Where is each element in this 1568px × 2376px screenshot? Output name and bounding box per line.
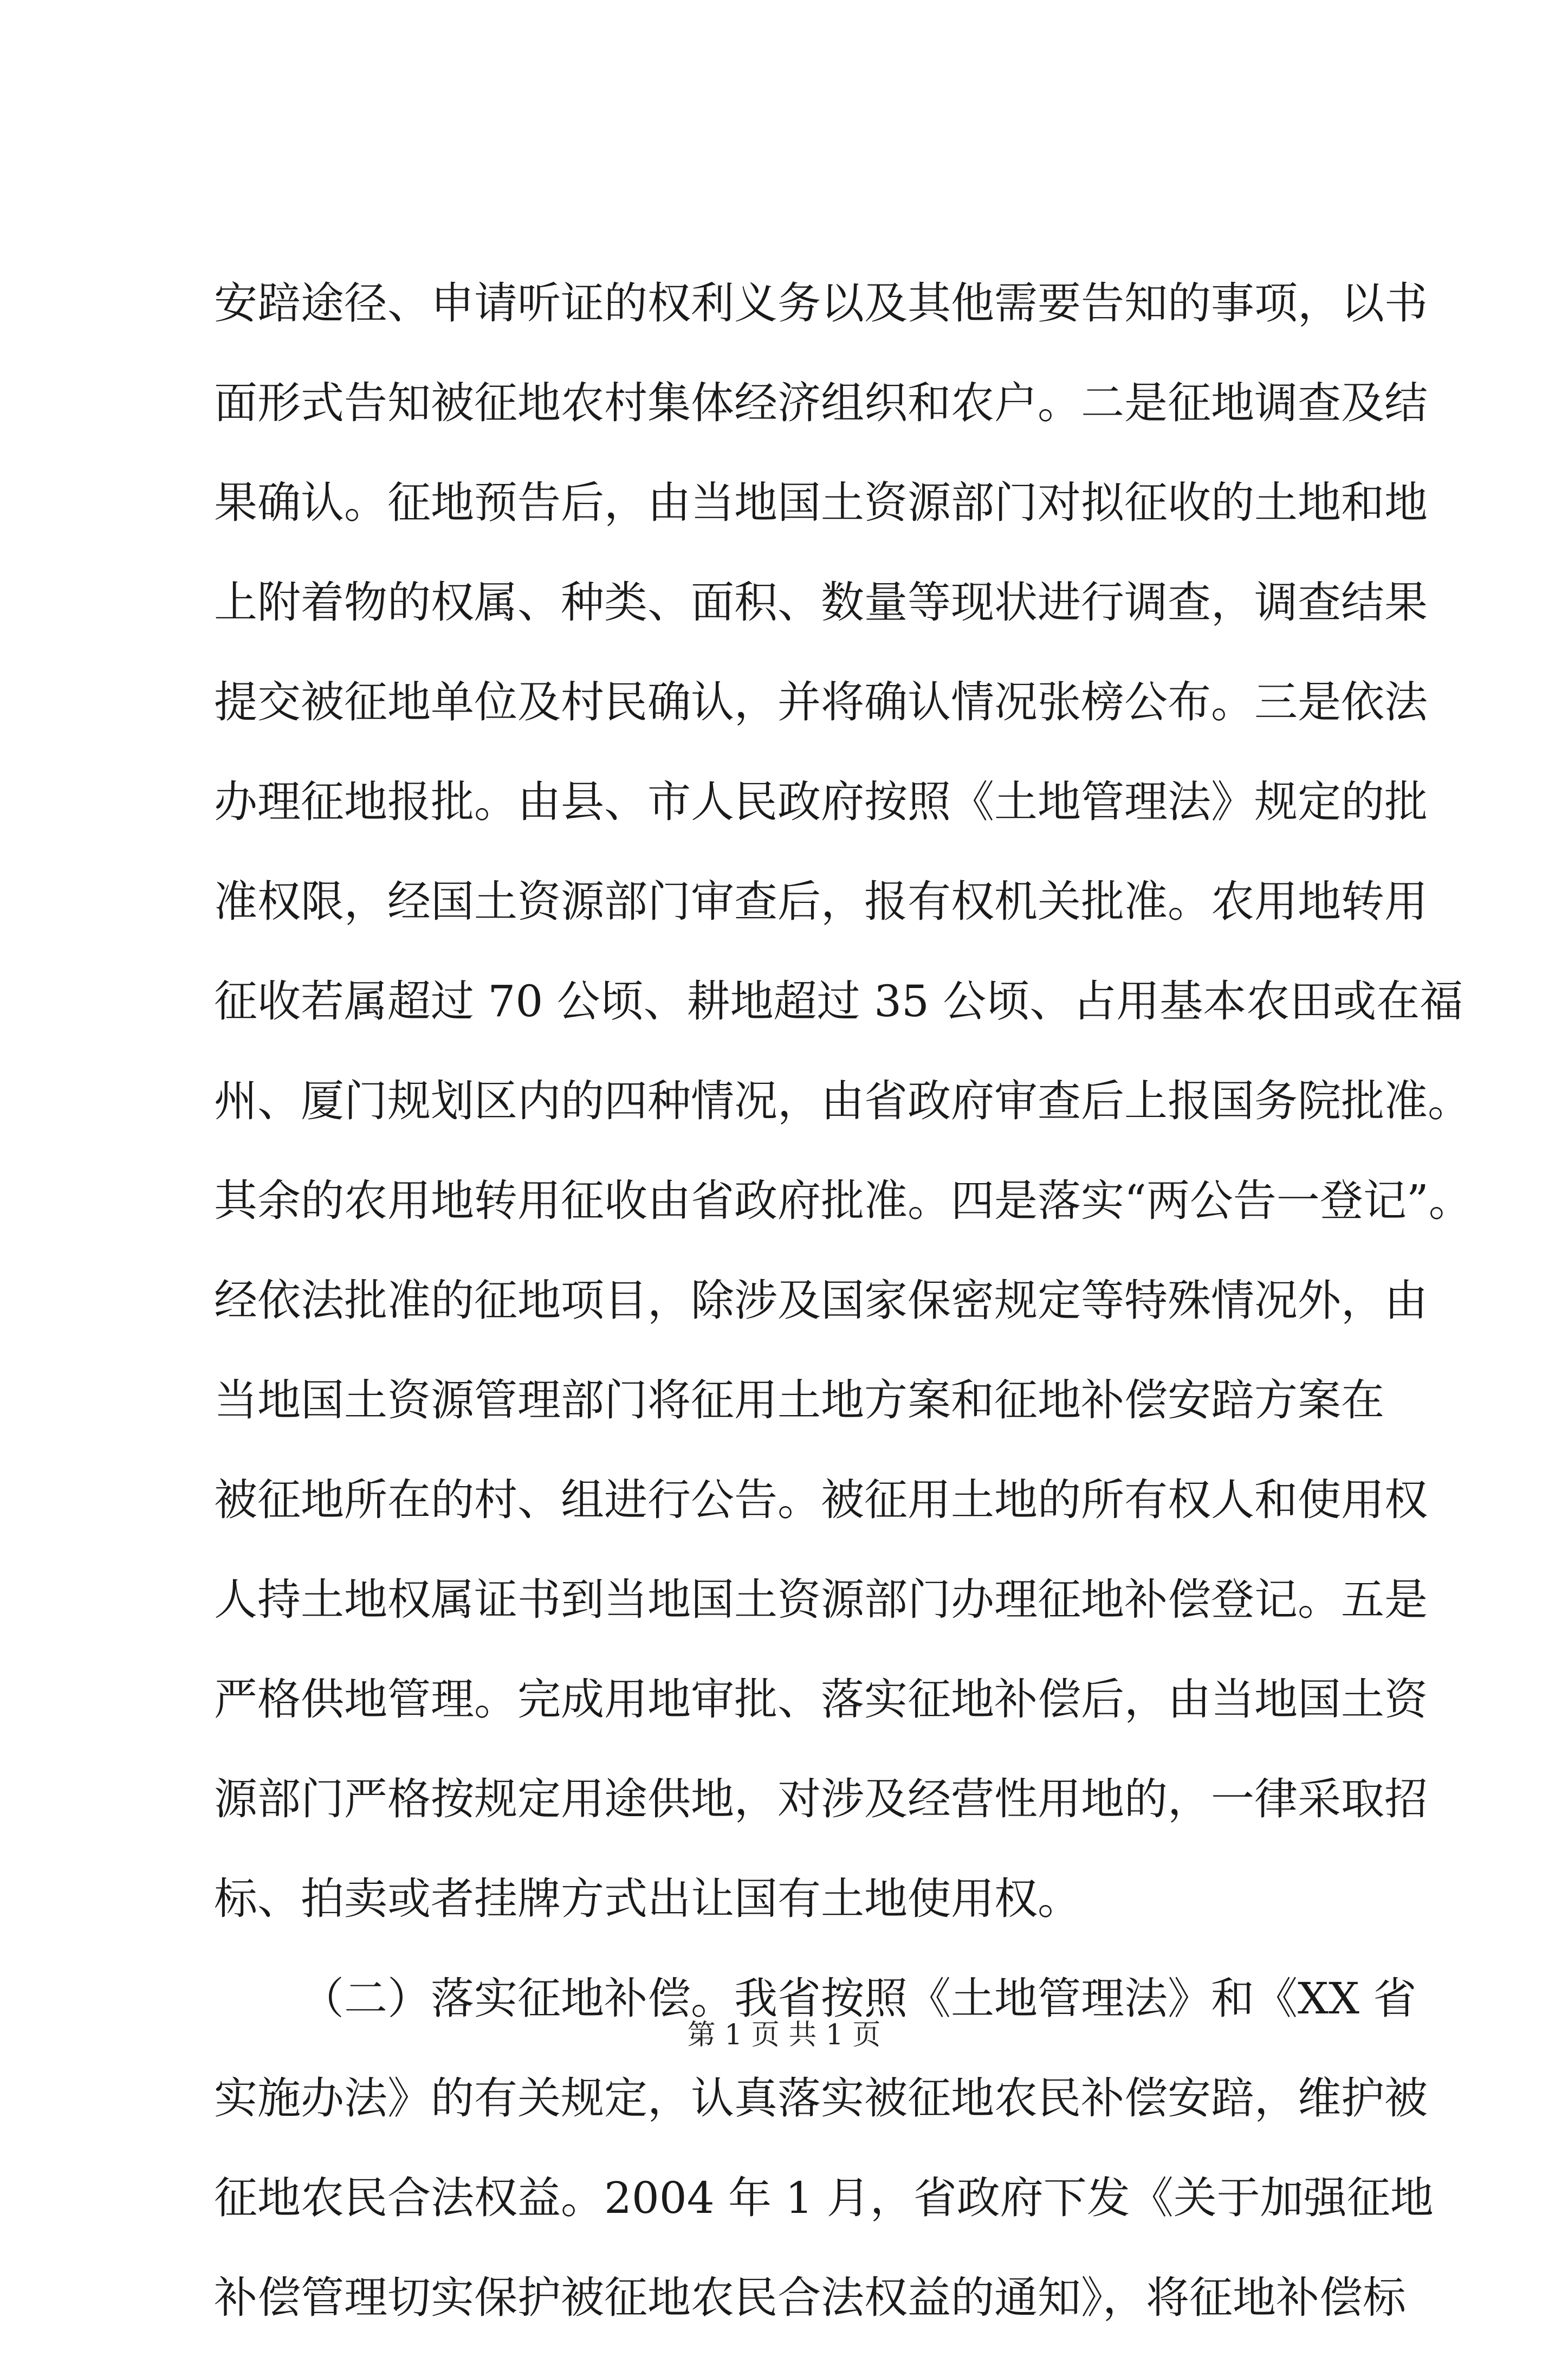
text-line: 源部门严格按规定用途供地，对涉及经营性用地的，一律采取招 (214, 1774, 1428, 1824)
text-line: 标、拍卖或者挂牌方式出让国有土地使用权。 (214, 1874, 1081, 1924)
text-line: 果确认。征地预告后，由当地国土资源部门对拟征收的土地和地 (214, 477, 1428, 528)
text-line: 人持土地权属证书到当地国土资源部门办理征地补偿登记。五是 (214, 1574, 1428, 1625)
page-number-footer: 第 1 页 共 1 页 (687, 2019, 881, 2051)
text-line: 补偿管理切实保护被征地农民合法权益的通知》，将征地补偿标 (214, 2272, 1406, 2323)
text-line: 准权限，经国土资源部门审查后，报有权机关批准。农用地转用 (214, 876, 1428, 927)
text-line: 经依法批准的征地项目，除涉及国家保密规定等特殊情况外，由 (214, 1275, 1428, 1326)
text-line: 严格供地管理。完成用地审批、落实征地补偿后，由当地国土资 (214, 1674, 1428, 1725)
text-line: 其余的农用地转用征收由省政府批准。四是落实“两公告一登记”。 (214, 1176, 1472, 1226)
text-line: 上附着物的权属、种类、面积、数量等现状进行调查，调查结果 (214, 577, 1428, 628)
text-line: 办理征地报批。由县、市人民政府按照《土地管理法》规定的批 (214, 777, 1428, 827)
text-line: 实施办法》的有关规定，认真落实被征地农民补偿安踣，维护被 (214, 2073, 1428, 2123)
text-line: 被征地所在的村、组进行公告。被征用土地的所有权人和使用权 (214, 1475, 1428, 1525)
text-line: 征地农民合法权益。2004 年 1 月，省政府下发《关于加强征地 (214, 2173, 1434, 2223)
text-line: 面形式告知被征地农村集体经济组织和农户。二是征地调查及结 (214, 378, 1428, 428)
text-line: 州、厦门规划区内的四种情况，由省政府审查后上报国务院批准。 (214, 1076, 1471, 1126)
text-line: 提交被征地单位及村民确认，并将确认情况张榜公布。三是依法 (214, 677, 1428, 727)
text-line: 当地国土资源管理部门将征用土地方案和征地补偿安踣方案在 (214, 1375, 1384, 1425)
text-line: 安踣途径、申请听证的权利义务以及其他需要告知的事项，以书 (214, 278, 1428, 328)
body-text (214, 278, 1472, 2376)
text-line: 征收若属超过 70 公顷、耕地超过 35 公顷、占用基本农田或在福 (214, 976, 1463, 1026)
section-heading-line: （二）落实征地补偿。我省按照《土地管理法》和《XX 省 (301, 1973, 1417, 2024)
